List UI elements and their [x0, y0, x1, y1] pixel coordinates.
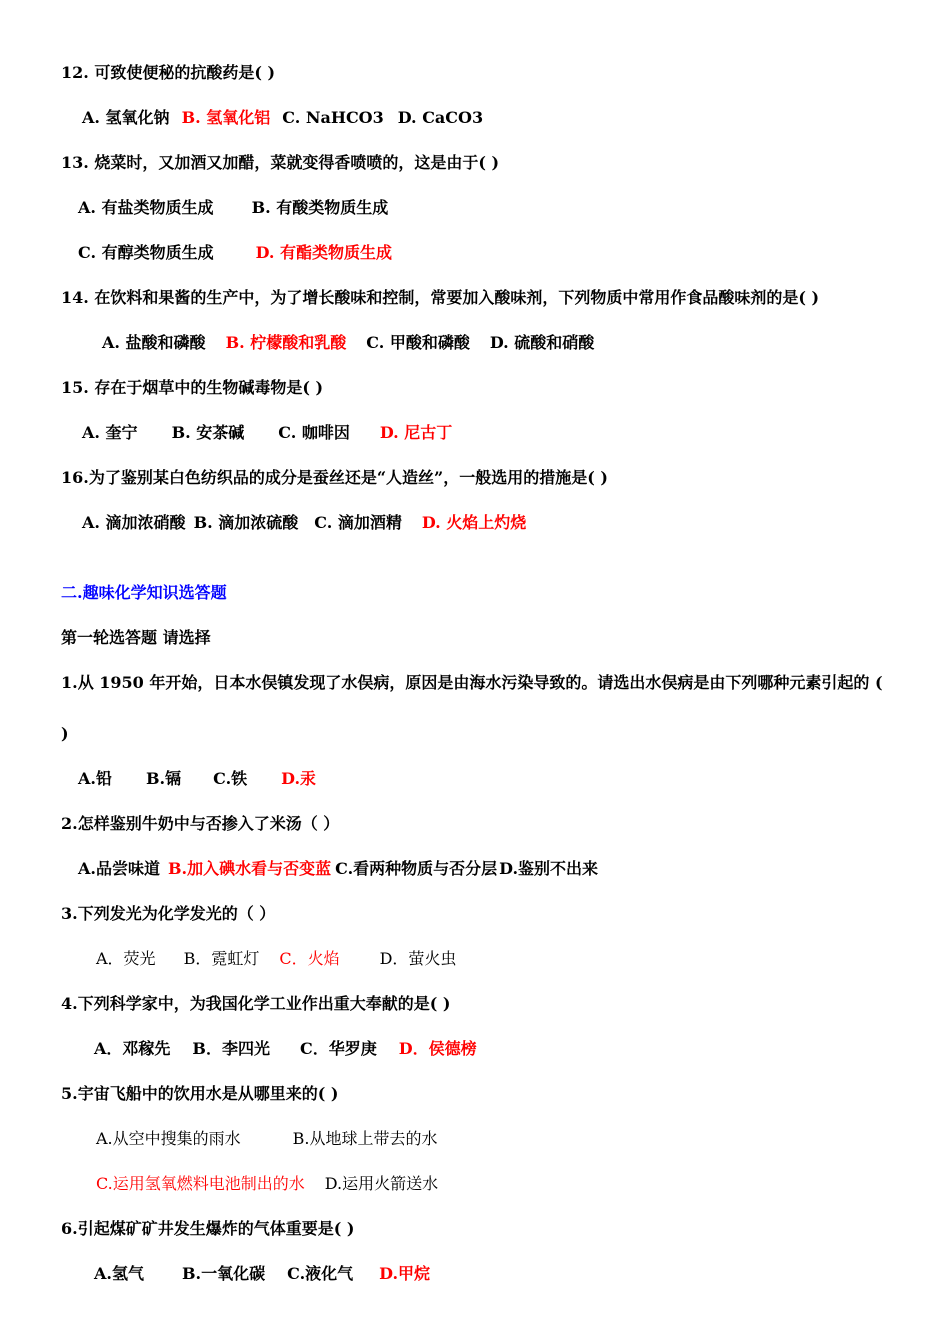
option-d-answer: D. 尼古丁	[379, 423, 453, 442]
question-14-options	[102, 333, 594, 353]
option-c: C. 有醇类物质生成	[78, 243, 214, 262]
puzzle-1-stem: 1.从 1950 年开始，日本水俣镇发现了水俣病，原因是由海水污染导致的。请选出水俣病是由下列哪种元素引起的 (	[61, 673, 883, 692]
option-c: C. 甲酸和磷酸	[366, 333, 470, 352]
question-12-options	[82, 108, 483, 128]
option-c: C. 咖啡因	[278, 423, 350, 442]
puzzle-2-options	[78, 859, 598, 879]
option-d: D.鉴别不出来	[499, 859, 599, 878]
option-b: B.镉	[146, 769, 182, 788]
option-a: A. 有盐类物质生成	[78, 198, 214, 217]
question-14-stem: 14. 在饮料和果酱的生产中，为了增长酸味和控制，常要加入酸味剂，下列物质中常用作食品酸味剂的是( )	[61, 288, 820, 307]
option-d: D．萤火虫	[379, 949, 457, 968]
question-16-stem: 16.为了鉴别某白色纺织品的成分是蚕丝还是“人造丝”，一般选用的措施是( )	[61, 468, 608, 487]
puzzle-5-options-row1	[96, 1129, 438, 1149]
option-c: C. NaHCO3	[282, 108, 384, 127]
puzzle-6-options	[94, 1264, 430, 1284]
option-b-answer: B.加入碘水看与否变蓝	[168, 859, 332, 878]
option-a: A. 盐酸和磷酸	[102, 333, 206, 352]
option-a: A.从空中搜集的雨水	[96, 1129, 241, 1148]
option-a: A.铅	[78, 769, 112, 788]
puzzle-1-stem-end: )	[61, 724, 69, 743]
option-d: D.运用火箭送水	[324, 1174, 439, 1193]
option-d-answer: D. 有酯类物质生成	[255, 243, 393, 262]
section-title: 二.趣味化学知识选答题	[61, 583, 227, 602]
puzzle-6-stem: 6.引起煤矿矿井发生爆炸的气体重要是( )	[61, 1219, 355, 1238]
option-a: A. 氢氧化钠	[82, 108, 170, 127]
option-c: C.看两种物质与否分层	[335, 859, 498, 878]
option-b: B.一氧化碳	[182, 1264, 266, 1283]
puzzle-5-stem: 5.宇宙飞船中的饮用水是从哪里来的( )	[61, 1084, 339, 1103]
option-c: C. 滴加酒精	[314, 513, 402, 532]
option-d: D. 硫酸和硝酸	[489, 333, 595, 352]
option-a: A. 奎宁	[82, 423, 138, 442]
question-16-options	[82, 513, 526, 533]
option-c-answer: C．火焰	[279, 949, 340, 968]
option-d-answer: D．侯德榜	[398, 1039, 477, 1058]
option-d: D. CaCO3	[397, 108, 484, 127]
option-d-answer: D.汞	[281, 769, 317, 788]
puzzle-3-options	[96, 949, 456, 969]
option-a: A．邓稼先	[94, 1039, 171, 1058]
question-13-options-row1	[78, 198, 388, 218]
puzzle-4-options	[94, 1039, 477, 1059]
option-b: B. 滴加浓硫酸	[193, 513, 299, 532]
option-b: B. 有酸类物质生成	[251, 198, 389, 217]
round-title: 第一轮选答题 请选择	[61, 628, 211, 647]
puzzle-2-stem: 2.怎样鉴别牛奶中与否掺入了米汤（ ）	[61, 814, 340, 833]
option-b-answer: B. 柠檬酸和乳酸	[225, 333, 347, 352]
option-b-answer: B. 氢氧化铝	[181, 108, 271, 127]
option-c: C．华罗庚	[299, 1039, 377, 1058]
option-c: C.铁	[213, 769, 248, 788]
option-c: C.液化气	[287, 1264, 354, 1283]
puzzle-4-stem: 4.下列科学家中，为我国化学工业作出重大奉献的是( )	[61, 994, 451, 1013]
option-b: B．霓虹灯	[183, 949, 260, 968]
option-a: A.氢气	[94, 1264, 144, 1283]
option-a: A．荧光	[96, 949, 156, 968]
option-b: B．李四光	[192, 1039, 270, 1058]
option-d-answer: D.甲烷	[379, 1264, 431, 1283]
option-d-answer: D. 火焰上灼烧	[421, 513, 527, 532]
option-a: A.品尝味道	[78, 859, 160, 878]
option-b: B.从地球上带去的水	[292, 1129, 438, 1148]
puzzle-5-options-row2	[96, 1174, 438, 1194]
option-b: B. 安茶碱	[171, 423, 245, 442]
question-15-options	[82, 423, 452, 443]
question-15-stem: 15. 存在于烟草中的生物碱毒物是( )	[61, 378, 324, 397]
puzzle-3-stem: 3.下列发光为化学发光的（ ）	[61, 904, 276, 923]
option-a: A. 滴加浓硝酸	[82, 513, 186, 532]
puzzle-1-options	[78, 769, 316, 789]
option-c-answer: C.运用氢氧燃料电池制出的水	[96, 1174, 305, 1193]
question-12-stem: 12. 可致使便秘的抗酸药是( )	[61, 63, 276, 82]
question-13-options-row2	[78, 243, 392, 263]
question-13-stem: 13. 烧菜时，又加酒又加醋，菜就变得香喷喷的，这是由于( )	[61, 153, 500, 172]
